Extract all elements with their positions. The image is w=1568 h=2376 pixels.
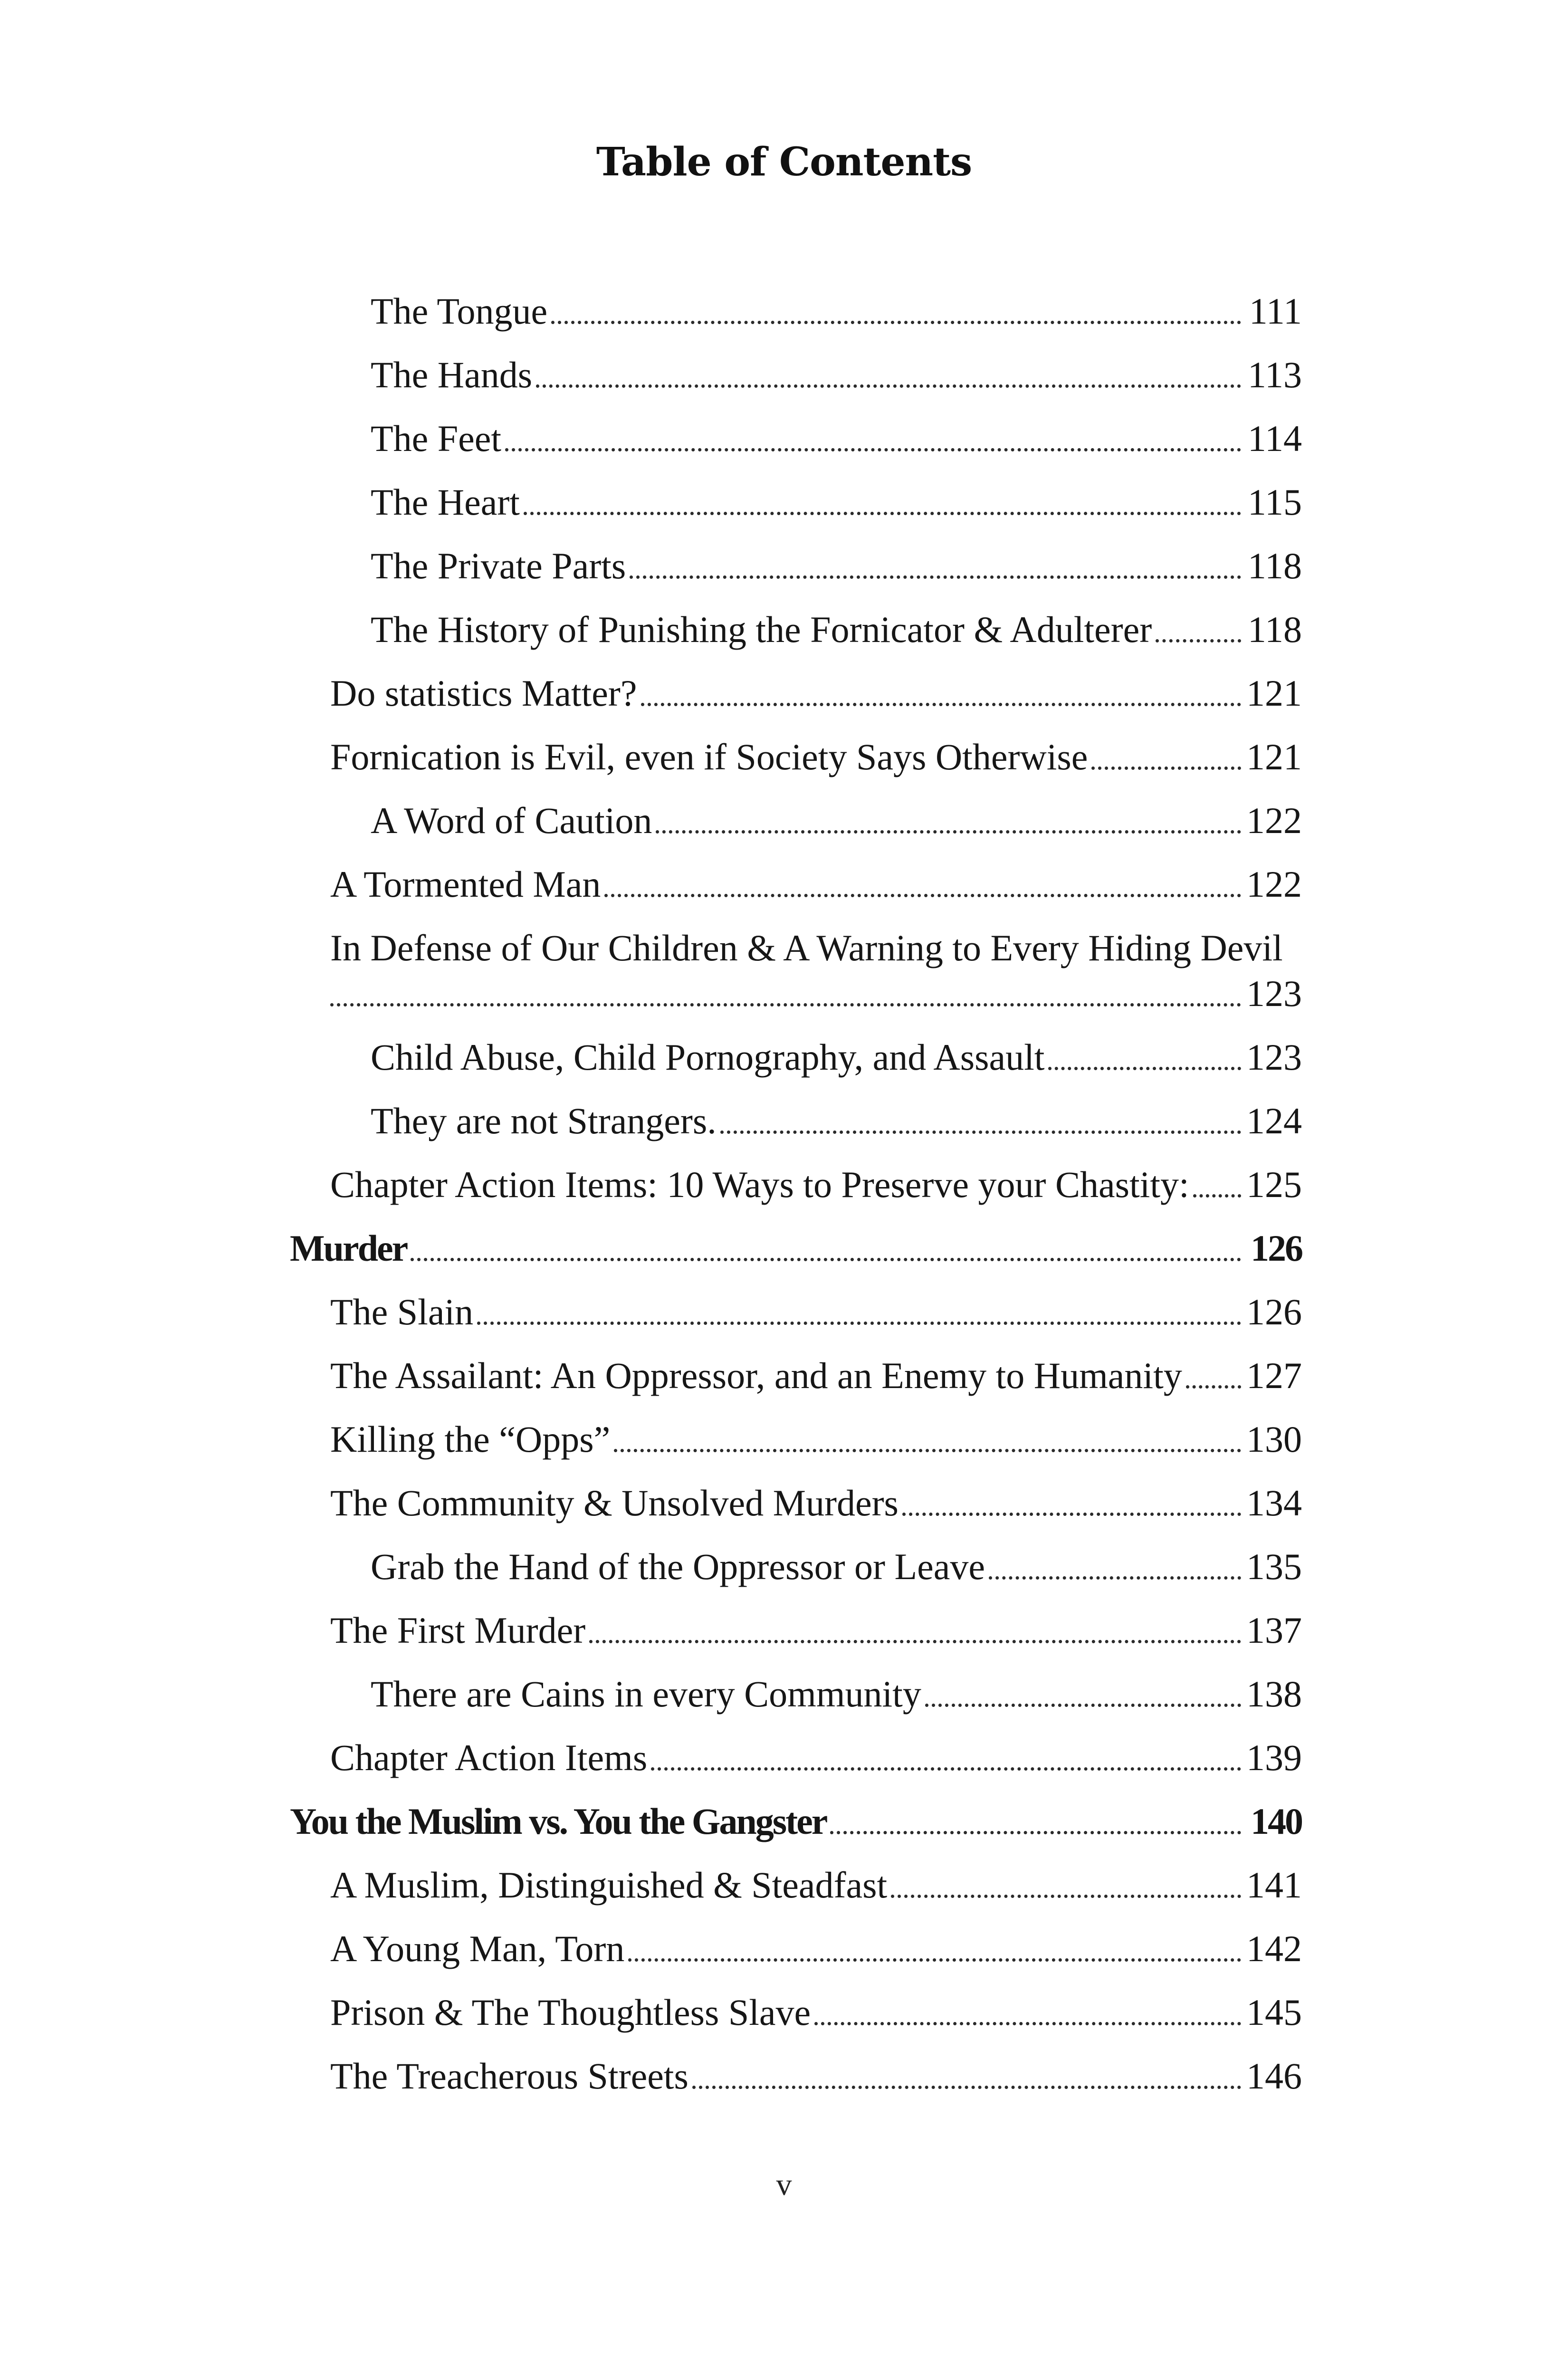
toc-entry-page: 126: [1251, 1227, 1302, 1269]
toc-entry-page: 118: [1247, 609, 1302, 650]
toc-entry[interactable]: [330, 1840, 1302, 1904]
dot-leader: [589, 1640, 1241, 1643]
dot-leader: [628, 1958, 1241, 1962]
toc-entry-page: 126: [1246, 1291, 1302, 1332]
dot-leader: [720, 1131, 1241, 1134]
page-title: Table of Contents: [596, 139, 972, 185]
toc-entry[interactable]: [330, 839, 1302, 903]
toc-entry-continuation[interactable]: [330, 948, 1302, 1012]
toc-entry-page: 134: [1246, 1482, 1302, 1523]
dot-leader: [1186, 1385, 1241, 1389]
toc-entry-page: 113: [1247, 354, 1302, 395]
toc-entry[interactable]: [330, 1140, 1302, 1203]
toc-entry[interactable]: [330, 1967, 1302, 2031]
toc-entry[interactable]: [371, 584, 1302, 648]
dot-leader: [891, 1895, 1241, 1898]
dot-leader: [830, 1831, 1241, 1834]
toc-entry-page: 141: [1246, 1864, 1302, 1906]
dot-leader: [1048, 1067, 1241, 1070]
dot-leader: [630, 575, 1241, 579]
toc-entry-page: 140: [1251, 1801, 1302, 1842]
toc-entry[interactable]: [371, 457, 1302, 521]
page-number: v: [776, 2167, 792, 2202]
dot-leader: [692, 2086, 1241, 2089]
toc-entry-label: Prison & The Thoughtless Slave: [330, 1992, 811, 2033]
toc-entry-page: 114: [1247, 418, 1302, 459]
toc-entry-label: Do statistics Matter?: [330, 672, 637, 714]
toc-entry[interactable]: [330, 712, 1302, 776]
toc-entry[interactable]: [371, 1012, 1302, 1076]
toc-entry-page: 125: [1246, 1164, 1302, 1205]
toc-entry-label: A Word of Caution: [371, 800, 652, 841]
toc-chapter-entry[interactable]: [290, 1776, 1302, 1840]
toc-entry-page: 124: [1246, 1100, 1302, 1141]
toc-entry-label: In Defense of Our Children & A Warning to Every Hiding Devil: [330, 927, 1283, 968]
toc-entry[interactable]: [371, 776, 1302, 839]
toc-entry-label: The Heart: [371, 481, 520, 523]
dot-leader: [1156, 639, 1241, 642]
toc-entry-page: 127: [1246, 1355, 1302, 1396]
toc-entry-label: The Community & Unsolved Murders: [330, 1482, 899, 1523]
toc-entry[interactable]: [371, 521, 1302, 584]
toc-entry[interactable]: [330, 1267, 1302, 1331]
dot-leader: [902, 1513, 1241, 1516]
toc-entry[interactable]: [371, 393, 1302, 457]
toc-entry-page: 146: [1246, 2055, 1302, 2097]
toc-entry-page: 121: [1246, 672, 1302, 714]
toc-entry-label: Killing the “Opps”: [330, 1418, 611, 1460]
dot-leader: [641, 703, 1241, 706]
toc-entry[interactable]: [371, 1076, 1302, 1140]
toc-entry[interactable]: [371, 330, 1302, 393]
toc-entry[interactable]: [371, 1649, 1302, 1713]
toc-entry-label: They are not Strangers.: [371, 1100, 717, 1141]
toc-entry-label: The Private Parts: [371, 545, 626, 586]
toc-entry-label: Child Abuse, Child Pornography, and Assault: [371, 1036, 1045, 1078]
dot-leader: [477, 1322, 1241, 1325]
toc-entry[interactable]: [330, 1331, 1302, 1394]
toc-entry-page: 142: [1246, 1928, 1302, 1969]
toc-entry[interactable]: [371, 266, 1302, 330]
dot-leader: [505, 448, 1241, 451]
toc-entry-page: 123: [1246, 1036, 1302, 1078]
dot-leader: [1091, 766, 1241, 770]
toc-entry-page: 123: [1246, 973, 1302, 1014]
toc-entry-label: There are Cains in every Community: [371, 1673, 921, 1715]
toc-entry[interactable]: [330, 1394, 1302, 1458]
toc-entry-page: 137: [1246, 1610, 1302, 1651]
dot-leader: [536, 384, 1241, 388]
toc-entry-label: Fornication is Evil, even if Society Says Otherwise: [330, 736, 1088, 777]
toc-entry-label: The Hands: [371, 354, 533, 395]
dot-leader: [614, 1449, 1241, 1452]
toc-entry[interactable]: [371, 1522, 1302, 1585]
toc-entry-page: 135: [1246, 1546, 1302, 1587]
toc-entry-page: 145: [1246, 1992, 1302, 2033]
toc-chapter-entry[interactable]: [290, 1203, 1302, 1267]
toc-entry-label: Grab the Hand of the Oppressor or Leave: [371, 1546, 985, 1587]
toc-entry-label: The Treacherous Streets: [330, 2055, 688, 2097]
toc-entry-page: 122: [1246, 863, 1302, 905]
toc-entry-label: The Feet: [371, 418, 502, 459]
dot-leader: [551, 321, 1241, 324]
dot-leader: [330, 1003, 1241, 1006]
toc-entry-label: The History of Punishing the Fornicator & Adulterer: [371, 609, 1152, 650]
toc-entry-label: The First Murder: [330, 1610, 586, 1651]
dot-leader: [989, 1576, 1241, 1580]
toc-entry-page: 138: [1246, 1673, 1302, 1715]
toc-entry-page: 111: [1249, 290, 1302, 332]
toc-entry-label: The Slain: [330, 1291, 474, 1332]
dot-leader: [524, 512, 1241, 515]
toc-entry-label: The Assailant: An Oppressor, and an Enemy to Humanity: [330, 1355, 1182, 1396]
toc-entry-label: Chapter Action Items: [330, 1737, 648, 1778]
toc-entry-page: 130: [1246, 1418, 1302, 1460]
toc-entry-label: A Young Man, Torn: [330, 1928, 625, 1969]
dot-leader: [925, 1704, 1241, 1707]
toc-entry-label: Murder: [290, 1227, 407, 1269]
dot-leader: [814, 2022, 1241, 2025]
toc-entry-page: 139: [1246, 1737, 1302, 1778]
toc-entry[interactable]: [330, 1458, 1302, 1522]
toc-entry-label: A Muslim, Distinguished & Steadfast: [330, 1864, 888, 1906]
dot-leader: [604, 894, 1241, 897]
dot-leader: [656, 830, 1241, 834]
dot-leader: [1193, 1194, 1241, 1198]
toc-entry-page: 121: [1246, 736, 1302, 777]
toc-entry-label: A Tormented Man: [330, 863, 601, 905]
toc-entry-label: Chapter Action Items: 10 Ways to Preserve your Chastity:: [330, 1164, 1189, 1205]
toc-entry[interactable]: [330, 1585, 1302, 1649]
toc-entry-label: The Tongue: [371, 290, 548, 332]
dot-leader: [651, 1767, 1241, 1771]
toc-entry-page: 118: [1247, 545, 1302, 586]
toc-entry-label: You the Muslim vs. You the Gangster: [290, 1801, 827, 1842]
toc-entry[interactable]: [330, 2031, 1302, 2095]
toc-entry[interactable]: [330, 1713, 1302, 1776]
toc-entry[interactable]: [330, 648, 1302, 712]
toc-entry[interactable]: [330, 1904, 1302, 1967]
toc-entry-page: 122: [1246, 800, 1302, 841]
toc-entry-page: 115: [1247, 481, 1302, 523]
dot-leader: [411, 1258, 1241, 1261]
